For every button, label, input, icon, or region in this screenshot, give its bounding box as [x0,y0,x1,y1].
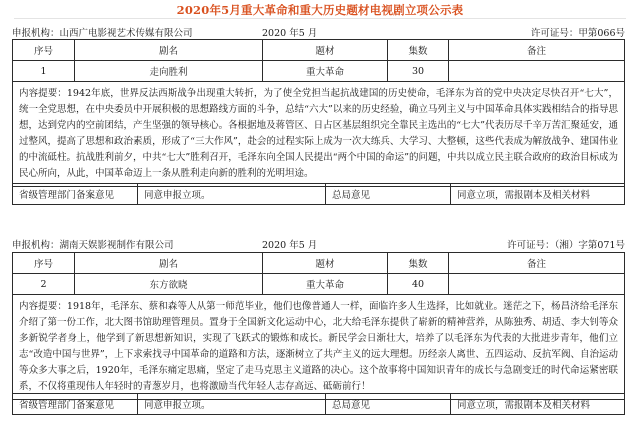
bureau-opinion: 同意立项，需报剧本及相关材料 [451,394,625,415]
cell-seq: 2 [13,274,75,295]
license-number: 许可证号：（湘）字第071号 [507,240,625,251]
document-title: 2020年5月重大革命和重大历史题材电视剧立项公示表 [176,3,464,17]
table-header-row [13,253,625,274]
header-genre: 题材 [263,253,388,274]
title-divider [14,18,626,19]
header-name: 剧名 [75,253,263,274]
applicant-org: 申报机构：湖南天娱影视制作有限公司 [12,240,174,251]
provincial-opinion-label: 省级管理部门备案意见 [13,184,138,205]
application-date: 2020 年5 月 [262,28,318,39]
opinion-row [13,394,625,415]
cell-genre: 重大革命 [263,274,388,295]
content-summary: 内容提要：1918年，毛泽东、蔡和森等人从第一师范毕业，他们也像普通人一样，面临许多人生选择，比如就业。迷茫之下，杨昌济给毛泽东介绍了第一份工作，北大图书馆助理管理员。置身于全国新文化运动中心，北大给毛泽东提供了崭新的精神营养，从陈独秀、胡适、李大钊等众多新锐学者身上，他学到了新思想新知识，实现了飞跃式的锻炼和成长。新民学会日渐壮大，培养了以毛泽东为代表的大批进步青年，他们立志“改造中国与世界”，上下求索找寻中国革命的道路和方法，逐渐树立了共产主义的远大理想。历经亲人离世、五四运动、反抗军阀、自治运动等众多大事之后，1920年，毛泽东痛定思痛，坚定了走马克思主义道路的决心。这个故事将中国知识青年的成长与急剧变迁的时代命运紧密联系，不仅将重现伟人年轻时的青葱岁月，也将激励当代年轻人志存高远、砥砺前行！ [13,295,625,400]
opinion-table [12,393,625,415]
cell-episodes: 30 [388,61,449,82]
entry-info-line [12,237,625,251]
header-seq: 序号 [13,253,75,274]
entry-table [12,39,625,187]
table-header-row [13,40,625,61]
opinion-row [13,184,625,205]
table-row [13,274,625,295]
bureau-opinion-label: 总局意见 [326,394,451,415]
provincial-opinion: 同意申报立项。 [138,184,326,205]
header-episodes: 集数 [388,253,449,274]
header-remarks: 备注 [449,40,625,61]
provincial-opinion-label: 省级管理部门备案意见 [13,394,138,415]
cell-name: 走向胜利 [75,61,263,82]
provincial-opinion: 同意申报立项。 [138,394,326,415]
applicant-org: 申报机构：山西广电影视艺术传媒有限公司 [12,28,193,39]
cell-episodes: 40 [388,274,449,295]
cell-seq: 1 [13,61,75,82]
header-genre: 题材 [263,40,388,61]
bureau-opinion: 同意立项，需报剧本及相关材料 [451,184,625,205]
application-date: 2020 年5 月 [262,240,318,251]
entry-info-line [12,25,625,39]
header-name: 剧名 [75,40,263,61]
header-seq: 序号 [13,40,75,61]
cell-genre: 重大革命 [263,61,388,82]
table-row [13,61,625,82]
bureau-opinion-label: 总局意见 [326,184,451,205]
cell-remarks [449,61,625,82]
header-episodes: 集数 [388,40,449,61]
header-remarks: 备注 [449,253,625,274]
cell-name: 东方欲晓 [75,274,263,295]
opinion-table [12,183,625,205]
license-number: 许可证号：甲第066号 [530,28,625,39]
cell-remarks [449,274,625,295]
entry-table [12,252,625,400]
content-summary: 内容提要：1942年底，世界反法西斯战争出现重大转折，为了使全党担当起抗战建国的历史使命，毛泽东为首的党中央决定尽快召开“七大”，统一全党思想，在中央委员中开展积极的思想路线方面的斗争，总结“六大”以来的历史经验，确立马列主义与中国革命具体实践相结合的指导思想，达到党内的空前团结，产生坚强的领导核心。各根据地及蒋管区、日占区基层组织完全靠民主选出的“七大”代表历尽千辛万苦汇聚延安，通过整风，提高了思想和政治素质，形成了“三大作风”，赴会的过程实际上成为一次大练兵、大学习、大整顿，这些代表成为解放战争、建国伟业的中流砥柱。抗战胜利前夕，中共“七大”胜利召开，毛泽东向全国人民提出“两个中国的命运”的问题，中共以成立民主联合政府的政治目标成为民心所向，从此，中国革命迈上一条从胜利走向新的胜利的光明坦途。 [13,82,625,187]
